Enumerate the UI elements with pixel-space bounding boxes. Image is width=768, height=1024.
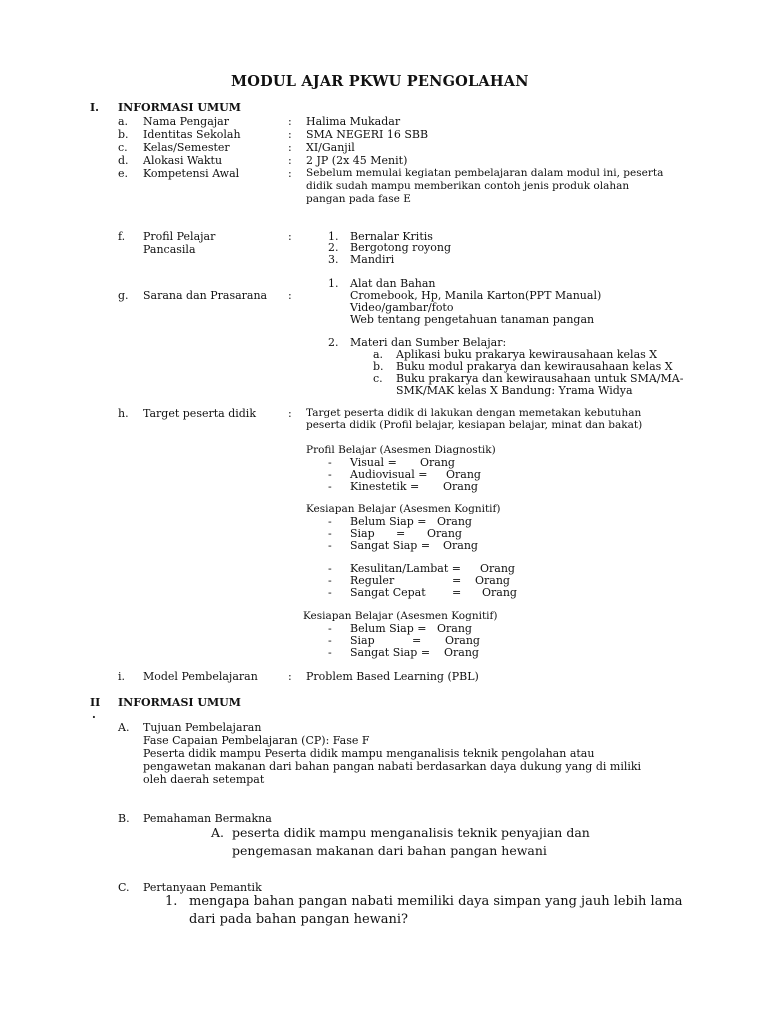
- list-item-line: Alat dan Bahan: [350, 277, 436, 290]
- row-value: Halima Mukadar: [306, 115, 401, 128]
- row-letter: b.: [118, 128, 129, 141]
- list-item-line: Cromebook, Hp, Manila Karton(PPT Manual): [350, 289, 602, 302]
- target-intro-line: Target peserta didik di lakukan dengan memetakan kebutuhan: [306, 407, 642, 419]
- row-letter: e.: [118, 167, 129, 180]
- row-colon: :: [288, 230, 292, 243]
- dash: -: [328, 456, 332, 469]
- row-label: Model Pembelajaran: [143, 670, 258, 683]
- row-label: Identitas Sekolah: [143, 128, 241, 141]
- group-value: Orang: [445, 634, 480, 647]
- group-label: Audiovisual =: [350, 468, 428, 481]
- list-item-line: Video/gambar/foto: [350, 301, 454, 314]
- group-eq: =: [452, 586, 462, 599]
- sub-letter: c.: [373, 372, 383, 385]
- dash: -: [328, 515, 332, 528]
- row-colon: :: [288, 141, 292, 154]
- group-label: Reguler: [350, 574, 395, 587]
- group-label: Belum Siap =: [350, 515, 427, 528]
- row-value: Problem Based Learning (PBL): [306, 670, 479, 683]
- row-value-line: didik sudah mampu memberikan contoh jenis produk olahan: [306, 180, 630, 192]
- sub-letter: b.: [373, 360, 384, 373]
- row-label: Kelas/Semester: [143, 141, 230, 154]
- list-item-line: Materi dan Sumber Belajar:: [350, 336, 507, 349]
- item-title: Tujuan Pembelajaran: [143, 721, 262, 734]
- target-intro-line: peserta didik (Profil belajar, kesiapan belajar, minat dan bakat): [306, 419, 643, 431]
- row-letter: g.: [118, 289, 129, 302]
- row-value: SMA NEGERI 16 SBB: [306, 128, 429, 141]
- group-label: Siap: [350, 634, 375, 647]
- dash: -: [328, 480, 332, 493]
- sub-line: dari pada bahan pangan hewani?: [189, 912, 409, 927]
- item-title: Pertanyaan Pemantik: [143, 881, 262, 894]
- group-value: Orang: [427, 527, 462, 540]
- row-colon: :: [288, 115, 292, 128]
- group-value: Orang: [443, 539, 478, 552]
- sub-line: pengemasan makanan dari bahan pangan hewani: [232, 843, 547, 858]
- sub-line: mengapa bahan pangan nabati memiliki daya simpan yang jauh lebih lama: [189, 894, 683, 909]
- row-label: Nama Pengajar: [143, 115, 229, 128]
- sub-item: Aplikasi buku prakarya kewirausahaan kelas X: [396, 348, 658, 361]
- list-number: 2.: [328, 241, 339, 254]
- group-value: Orang: [437, 515, 472, 528]
- row-value: 2 JP (2x 45 Menit): [306, 154, 408, 167]
- group-title: Kesiapan Belajar (Asesmen Kognitif): [306, 503, 501, 515]
- sub-line: peserta didik mampu menganalisis teknik penyajian dan: [232, 825, 590, 840]
- group-label: Kesulitan/Lambat =: [350, 562, 461, 575]
- row-label: Sarana dan Prasarana: [143, 289, 268, 302]
- dash: -: [328, 646, 332, 659]
- row-colon: :: [288, 289, 292, 302]
- dash: -: [328, 622, 332, 635]
- section-1-number: I.: [90, 101, 99, 114]
- group-title: Profil Belajar (Asesmen Diagnostik): [306, 444, 496, 456]
- row-colon: :: [288, 407, 292, 420]
- group-value: Orang: [475, 574, 510, 587]
- row-label: Kompetensi Awal: [143, 167, 240, 180]
- list-item-line: Web tentang pengetahuan tanaman pangan: [350, 313, 595, 326]
- dash: -: [328, 586, 332, 599]
- item-title: Pemahaman Bermakna: [143, 812, 272, 825]
- group-value: Orang: [482, 586, 517, 599]
- group-value: Orang: [420, 456, 455, 469]
- section-2-number-dot: .: [92, 708, 96, 721]
- row-letter: i.: [118, 670, 126, 683]
- item-line: oleh daerah setempat: [143, 773, 265, 786]
- row-letter: h.: [118, 407, 129, 420]
- group-label: Siap: [350, 527, 375, 540]
- group-value: Orang: [437, 622, 472, 635]
- sub-letter: A.: [211, 825, 225, 840]
- dash: -: [328, 527, 332, 540]
- document-title: MODUL AJAR PKWU PENGOLAHAN: [231, 73, 529, 90]
- section-2-heading: INFORMASI UMUM: [118, 696, 241, 709]
- row-label: Alokasi Waktu: [143, 154, 223, 167]
- dash: -: [328, 634, 332, 647]
- row-colon: :: [288, 128, 292, 141]
- sub-item: SMK/MAK kelas X Bandung: Yrama Widya: [396, 384, 633, 397]
- row-letter: d.: [118, 154, 129, 167]
- sub-letter: a.: [373, 348, 384, 361]
- group-label: Sangat Siap =: [350, 539, 431, 552]
- row-label-line: Pancasila: [143, 243, 196, 256]
- row-label-line: Profil Pelajar: [143, 230, 216, 243]
- group-eq: =: [452, 574, 462, 587]
- list-number: 1.: [328, 230, 339, 243]
- list-item: Bergotong royong: [350, 241, 452, 254]
- group-label: Sangat Siap =: [350, 646, 431, 659]
- group-eq: =: [396, 527, 406, 540]
- item-letter: C.: [118, 881, 130, 894]
- sub-item: Buku prakarya dan kewirausahaan untuk SMA/MA-: [396, 372, 684, 385]
- list-number: 3.: [328, 253, 339, 266]
- group-eq: =: [412, 634, 422, 647]
- row-colon: :: [288, 154, 292, 167]
- list-item: Mandiri: [350, 253, 395, 266]
- group-label: Belum Siap =: [350, 622, 427, 635]
- group-title: Kesiapan Belajar (Asesmen Kognitif): [303, 610, 498, 622]
- list-item: Bernalar Kritis: [350, 230, 433, 243]
- group-value: Orang: [443, 480, 478, 493]
- row-letter: a.: [118, 115, 129, 128]
- item-line: Fase Capaian Pembelajaran (CP): Fase F: [143, 734, 370, 747]
- row-value-line: pangan pada fase E: [306, 193, 411, 205]
- sub-number: 1.: [165, 894, 178, 909]
- group-label: Visual =: [350, 456, 397, 469]
- row-colon: :: [288, 167, 292, 180]
- dash: -: [328, 468, 332, 481]
- row-colon: :: [288, 670, 292, 683]
- list-number: 2.: [328, 336, 339, 349]
- group-value: Orang: [480, 562, 515, 575]
- group-label: Sangat Cepat: [350, 586, 426, 599]
- item-line: Peserta didik mampu Peserta didik mampu menganalisis teknik pengolahan atau: [143, 747, 595, 760]
- dash: -: [328, 562, 332, 575]
- section-2-number: II: [90, 696, 101, 709]
- dash: -: [328, 539, 332, 552]
- row-value-line: Sebelum memulai kegiatan pembelajaran dalam modul ini, peserta: [306, 167, 664, 179]
- dash: -: [328, 574, 332, 587]
- section-1-heading: INFORMASI UMUM: [118, 101, 241, 114]
- sub-item: Buku modul prakarya dan kewirausahaan kelas X: [396, 360, 673, 373]
- row-letter: c.: [118, 141, 128, 154]
- item-letter: A.: [118, 721, 130, 734]
- row-letter: f.: [118, 230, 126, 243]
- row-value: XI/Ganjil: [306, 141, 355, 154]
- group-label: Kinestetik =: [350, 480, 420, 493]
- group-value: Orang: [446, 468, 481, 481]
- item-line: pengawetan makanan dari bahan pangan nabati berdasarkan daya dukung yang di miliki: [143, 760, 642, 773]
- list-number: 1.: [328, 277, 339, 290]
- row-label: Target peserta didik: [143, 407, 256, 420]
- item-letter: B.: [118, 812, 130, 825]
- group-value: Orang: [444, 646, 479, 659]
